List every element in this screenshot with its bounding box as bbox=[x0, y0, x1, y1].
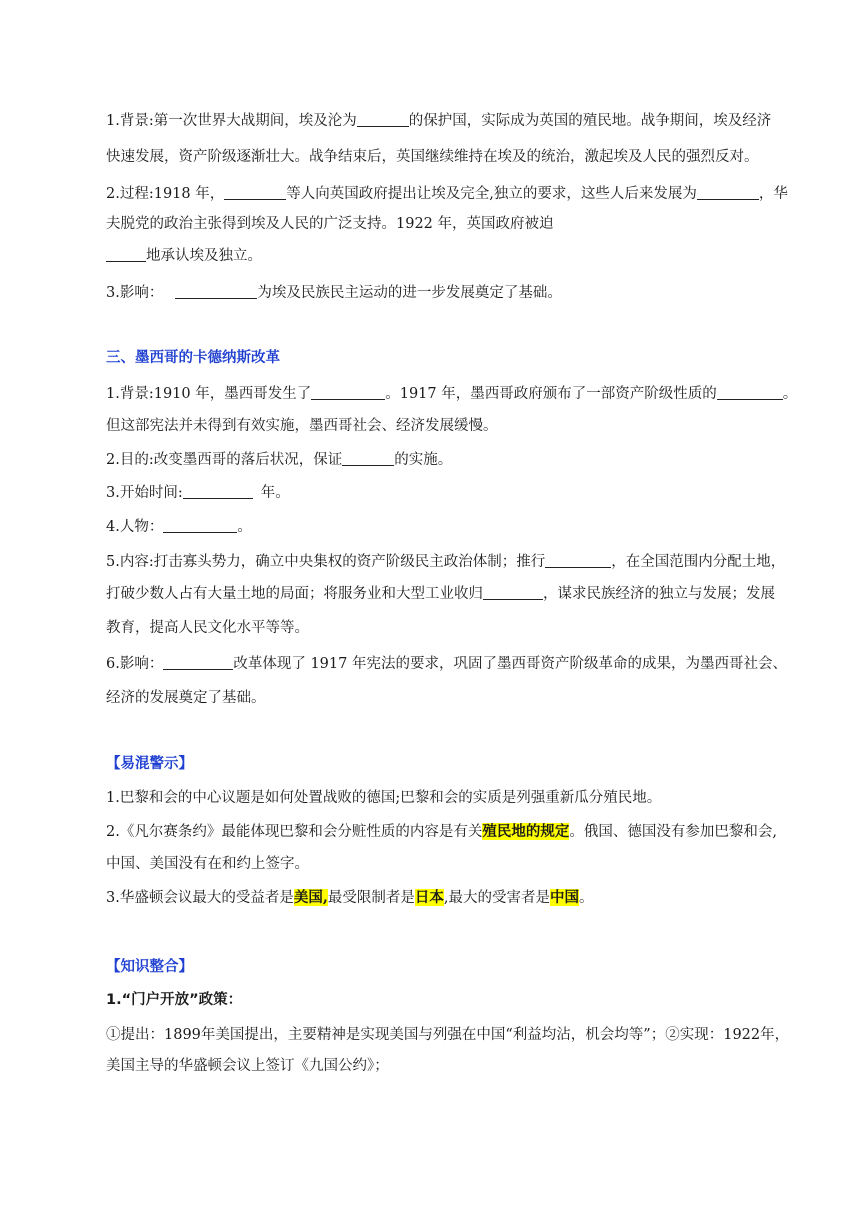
text: 的保护国，实际成为英国的殖民地。战争期间，埃及经济 bbox=[408, 113, 772, 129]
text: ，在全国范围内分配土地， bbox=[611, 554, 786, 570]
text: 2.过程:1918 年， bbox=[106, 186, 225, 202]
text: ,最大的受害者是 bbox=[443, 890, 551, 906]
text: 5.内容:打击寡头势力，确立中央集权的资产阶级民主政治体制；推行 bbox=[106, 554, 546, 570]
text: 6.影响： bbox=[106, 656, 164, 672]
text: 2.目的:改变墨西哥的落后状况，保证 bbox=[106, 452, 343, 468]
fill-blank[interactable] bbox=[545, 552, 611, 568]
fill-blank[interactable] bbox=[342, 450, 394, 466]
fill-blank[interactable] bbox=[224, 184, 286, 200]
text: 1.背景:第一次世界大战期间，埃及沦为 bbox=[106, 113, 357, 129]
text: 等人向英国政府提出让埃及完全,独立的要求，这些人后来发展为 bbox=[286, 186, 697, 202]
text: 。 bbox=[782, 386, 798, 402]
fill-blank[interactable] bbox=[163, 517, 237, 533]
text: 最受限制者是 bbox=[327, 890, 415, 906]
fill-blank[interactable] bbox=[483, 584, 543, 600]
warning-item-2-line1 bbox=[106, 822, 786, 842]
text: 1.背景:1910 年，墨西哥发生了 bbox=[106, 386, 312, 402]
fill-blank[interactable] bbox=[311, 384, 385, 400]
highlighted-term: 殖民地的规定 bbox=[482, 823, 570, 840]
text: 2.《凡尔赛条约》最能体现巴黎和会分赃性质的内容是有关 bbox=[106, 824, 483, 840]
egypt-background-line1 bbox=[106, 111, 786, 131]
fill-blank[interactable] bbox=[106, 246, 146, 262]
text: ，华 bbox=[758, 186, 788, 202]
fill-blank[interactable] bbox=[175, 283, 257, 299]
mexico-person bbox=[106, 517, 786, 537]
mexico-content-line2 bbox=[106, 584, 786, 604]
highlighted-term: 美国, bbox=[293, 889, 328, 906]
text: 地承认埃及独立。 bbox=[146, 248, 262, 264]
egypt-process-line1 bbox=[106, 184, 786, 204]
integration-para-line1: ①提出：1899年美国提出，主要精神是实现美国与列强在中国“利益均沾，机会均等”；②实现：1922年， bbox=[106, 1027, 790, 1043]
fill-blank[interactable] bbox=[183, 483, 253, 499]
mexico-content-line3: 教育，提高人民文化水平等等。 bbox=[106, 620, 309, 636]
text: 。俄国、德国没有参加巴黎和会, bbox=[569, 824, 777, 840]
mexico-purpose bbox=[106, 450, 786, 470]
text: 3.开始时间: bbox=[106, 485, 183, 501]
fill-blank[interactable] bbox=[163, 654, 233, 670]
fill-blank[interactable] bbox=[697, 184, 759, 200]
mexico-influence-line2: 经济的发展奠定了基础。 bbox=[106, 690, 266, 706]
warning-item-3 bbox=[106, 888, 786, 908]
text: 。1917 年，墨西哥政府颁布了一部资产阶级性质的 bbox=[385, 386, 717, 402]
egypt-influence bbox=[106, 283, 786, 303]
text: 年。 bbox=[260, 485, 290, 501]
integration-subheading: 1.“门户开放”政策： bbox=[106, 992, 243, 1008]
text: ，谋求民族经济的独立与发展；发展 bbox=[543, 586, 775, 602]
highlighted-term: 日本 bbox=[414, 889, 444, 906]
mexico-content-line1 bbox=[106, 552, 786, 572]
text: 3.影响： bbox=[106, 285, 164, 301]
egypt-process-line3 bbox=[106, 246, 786, 266]
text: 4.人物： bbox=[106, 519, 164, 535]
text: 的实施。 bbox=[394, 452, 453, 468]
integration-para-line2: 美国主导的华盛顿会议上签订《九国公约》； bbox=[106, 1058, 389, 1074]
fill-blank[interactable] bbox=[717, 384, 783, 400]
text: 3.华盛顿会议最大的受益者是 bbox=[106, 890, 294, 906]
text: 改革体现了 1917 年宪法的要求，巩固了墨西哥资产阶级革命的成果，为墨西哥社会、 bbox=[233, 656, 787, 672]
mexico-background-line2: 但这部宪法并未得到有效实施，墨西哥社会、经济发展缓慢。 bbox=[106, 418, 498, 434]
mexico-start-time bbox=[106, 483, 786, 503]
section-heading-mexico: 三、墨西哥的卡德纳斯改革 bbox=[106, 350, 280, 366]
fill-blank[interactable] bbox=[357, 111, 409, 127]
highlighted-term: 中国 bbox=[550, 889, 580, 906]
warning-item-1: 1.巴黎和会的中心议题是如何处置战败的德国;巴黎和会的实质是列强重新瓜分殖民地。 bbox=[106, 790, 662, 806]
mexico-background-line1 bbox=[106, 384, 798, 404]
text: 为埃及民族民主运动的进一步发展奠定了基础。 bbox=[257, 285, 562, 301]
mexico-influence-line1 bbox=[106, 654, 786, 674]
section-heading-warning: 【易混警示】 bbox=[106, 756, 193, 772]
warning-item-2-line2: 中国、美国没有在和约上签字。 bbox=[106, 856, 309, 872]
text: 。 bbox=[237, 519, 252, 535]
egypt-process-line2: 夫脱党的政治主张得到埃及人民的广泛支持。1922 年，英国政府被迫 bbox=[106, 216, 554, 232]
text: 打破少数人占有大量土地的局面；将服务业和大型工业收归 bbox=[106, 586, 483, 602]
text: 。 bbox=[579, 890, 594, 906]
section-heading-integration: 【知识整合】 bbox=[106, 959, 193, 975]
egypt-background-line2: 快速发展，资产阶级逐渐壮大。战争结束后，英国继续维持在埃及的统治，激起埃及人民的强烈反对。 bbox=[106, 149, 759, 165]
